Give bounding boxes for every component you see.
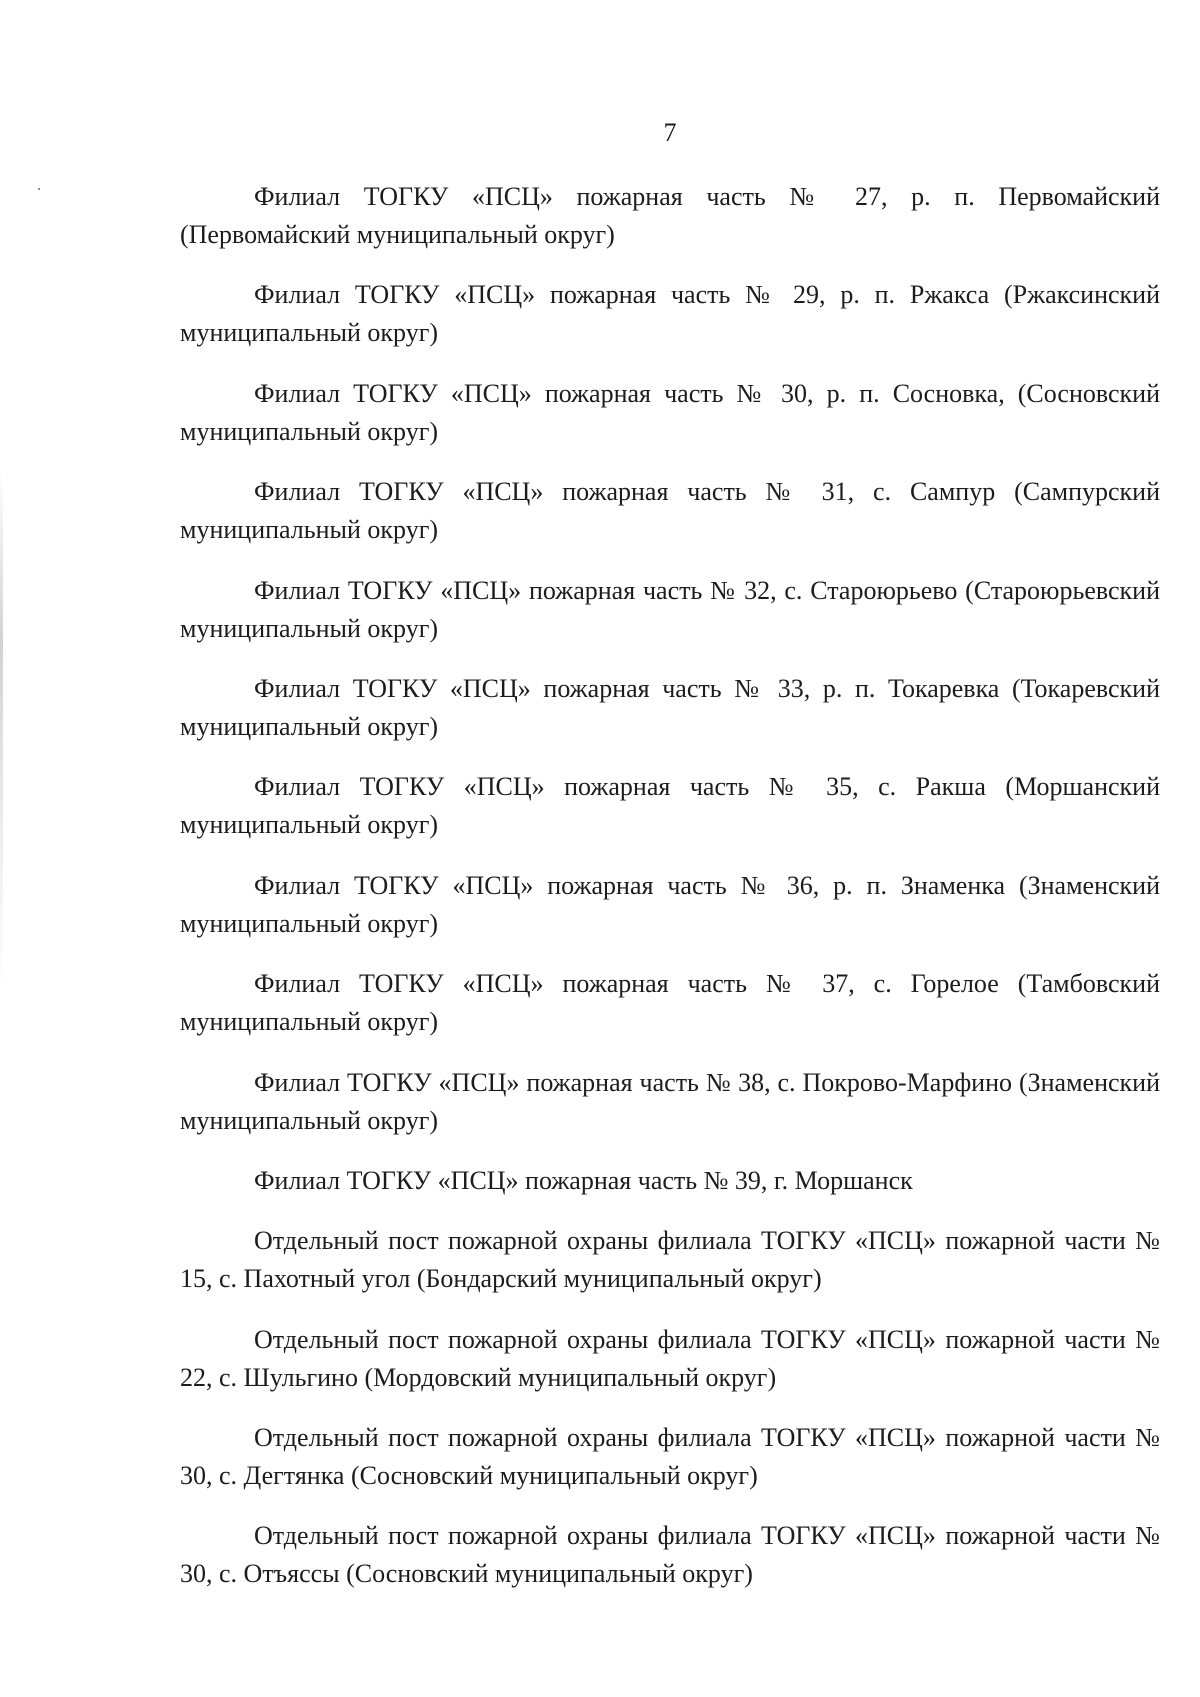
list-item: Филиал ТОГКУ «ПСЦ» пожарная часть № 33, р. п. Токаревка (Токаревский муниципальный округ) — [180, 673, 1160, 741]
scan-edge-shadow — [0, 470, 3, 990]
list-item: Отдельный пост пожарной охраны филиала ТОГКУ «ПСЦ» пожарной части № 22, с. Шульгино (Мордовский муниципальный округ) — [180, 1324, 1160, 1392]
list-item: Филиал ТОГКУ «ПСЦ» пожарная часть № 31, с. Сампур (Сампурский муниципальный округ) — [180, 477, 1160, 545]
fire-station-list — [180, 178, 1160, 1616]
list-item: Филиал ТОГКУ «ПСЦ» пожарная часть № 39, г. Моршанск — [254, 1165, 913, 1195]
list-item: Отдельный пост пожарной охраны филиала ТОГКУ «ПСЦ» пожарной части № 30, с. Дегтянка (Сосновский муниципальный округ) — [180, 1423, 1160, 1491]
page-number: 7 — [663, 118, 677, 147]
list-item: Филиал ТОГКУ «ПСЦ» пожарная часть № 27, р. п. Первомайский (Первомайский муниципальный округ) — [180, 182, 1160, 249]
list-item: Филиал ТОГКУ «ПСЦ» пожарная часть № 36, р. п. Знаменка (Знаменский муниципальный округ) — [180, 870, 1160, 938]
list-item: Филиал ТОГКУ «ПСЦ» пожарная часть № 37, с. Горелое (Тамбовский муниципальный округ) — [180, 969, 1160, 1037]
list-item: Филиал ТОГКУ «ПСЦ» пожарная часть № 32, с. Староюрьево (Староюрьевский муниципальный округ) — [180, 575, 1160, 643]
list-item: Отдельный пост пожарной охраны филиала ТОГКУ «ПСЦ» пожарной части № 15, с. Пахотный угол (Бондарский муниципальный округ) — [180, 1226, 1160, 1294]
list-item: Филиал ТОГКУ «ПСЦ» пожарная часть № 38, с. Покрово-Марфино (Знаменский муниципальный округ) — [180, 1067, 1160, 1135]
scan-speck — [38, 188, 40, 190]
list-item: Отдельный пост пожарной охраны филиала ТОГКУ «ПСЦ» пожарной части № 30, с. Отъяссы (Сосновский муниципальный округ) — [180, 1521, 1160, 1589]
list-item: Филиал ТОГКУ «ПСЦ» пожарная часть № 29, р. п. Ржакса (Ржаксинский муниципальный округ) — [180, 280, 1160, 348]
list-item: Филиал ТОГКУ «ПСЦ» пожарная часть № 35, с. Ракша (Моршанский муниципальный округ) — [180, 772, 1160, 840]
list-item: Филиал ТОГКУ «ПСЦ» пожарная часть № 30, р. п. Сосновка, (Сосновский муниципальный округ) — [180, 378, 1160, 446]
